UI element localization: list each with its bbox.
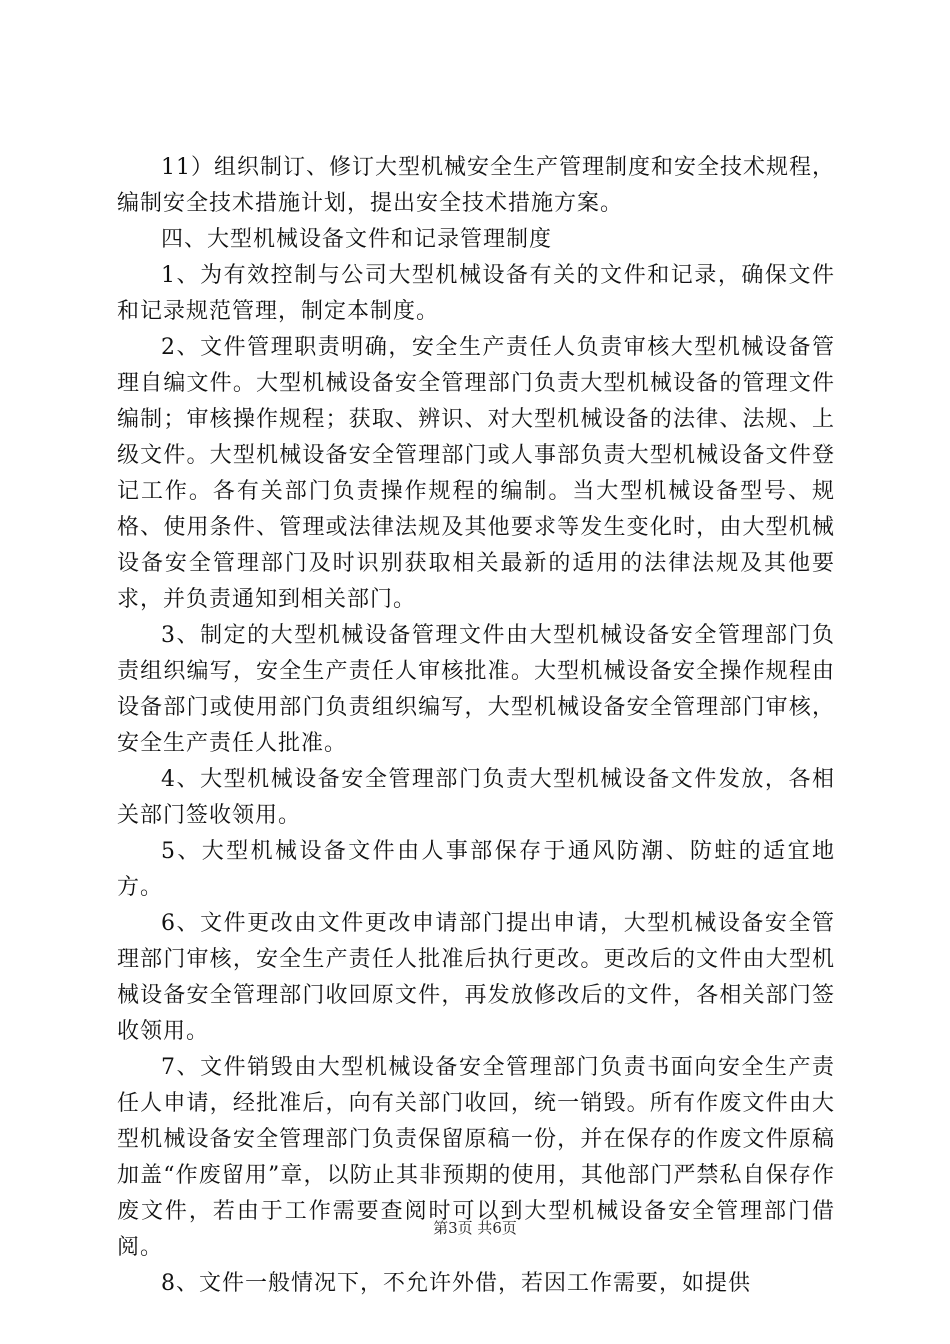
paragraph-item-8: 8、文件一般情况下，不允许外借，若因工作需要，如提供 [161,1271,751,1296]
paragraph-item-11: 11）组织制订、修订大型机械安全生产管理制度和安全技术规程，编制安全技术措施计划，提出安全技术措施方案。 [117,155,835,216]
document-body [117,150,835,1302]
paragraph-item-6: 6、文件更改由文件更改申请部门提出申请，大型机械设备安全管理部门审核，安全生产责任人批准后执行更改。更改后的文件由大型机械设备安全管理部门收回原文件，再发放修改后的文件，各相关部门签收领用。 [117,911,835,1044]
paragraph-item-1: 1、为有效控制与公司大型机械设备有关的文件和记录，确保文件和记录规范管理，制定本制度。 [117,263,835,324]
paragraph-item-2: 2、文件管理职责明确，安全生产责任人负责审核大型机械设备管理自编文件。大型机械设备安全管理部门负责大型机械设备的管理文件编制；审核操作规程；获取、辨识、对大型机械设备的法律、法规、上级文件。大型机械设备安全管理部门或人事部负责大型机械设备文件登记工作。各有关部门负责操作规程的编制。当大型机械设备型号、规格、使用条件、管理或法律法规及其他要求等发生变化时，由大型机械设备安全管理部门及时识别获取相关最新的适用的法律法规及其他要求，并负责通知到相关部门。 [117,335,835,612]
paragraph-item-5: 5、大型机械设备文件由人事部保存于通风防潮、防蛀的适宜地方。 [117,839,835,900]
page-number-footer: 第3页 共6页 [433,1219,517,1237]
paragraph-item-7: 7、文件销毁由大型机械设备安全管理部门负责书面向安全生产责任人申请，经批准后，向有关部门收回，统一销毁。所有作废文件由大型机械设备安全管理部门负责保留原稿一份，并在保存的作废文件原稿加盖“作废留用”章，以防止其非预期的使用，其他部门严禁私自保存作废文件，若由于工作需要查阅时可以到大型机械设备安全管理部门借阅。 [117,1055,835,1260]
section-heading: 四、大型机械设备文件和记录管理制度 [161,227,553,252]
paragraph-item-4: 4、大型机械设备安全管理部门负责大型机械设备文件发放，各相关部门签收领用。 [117,767,835,828]
paragraph-item-3: 3、制定的大型机械设备管理文件由大型机械设备安全管理部门负责组织编写，安全生产责任人审核批准。大型机械设备安全操作规程由设备部门或使用部门负责组织编写，大型机械设备安全管理部门审核，安全生产责任人批准。 [117,623,835,756]
